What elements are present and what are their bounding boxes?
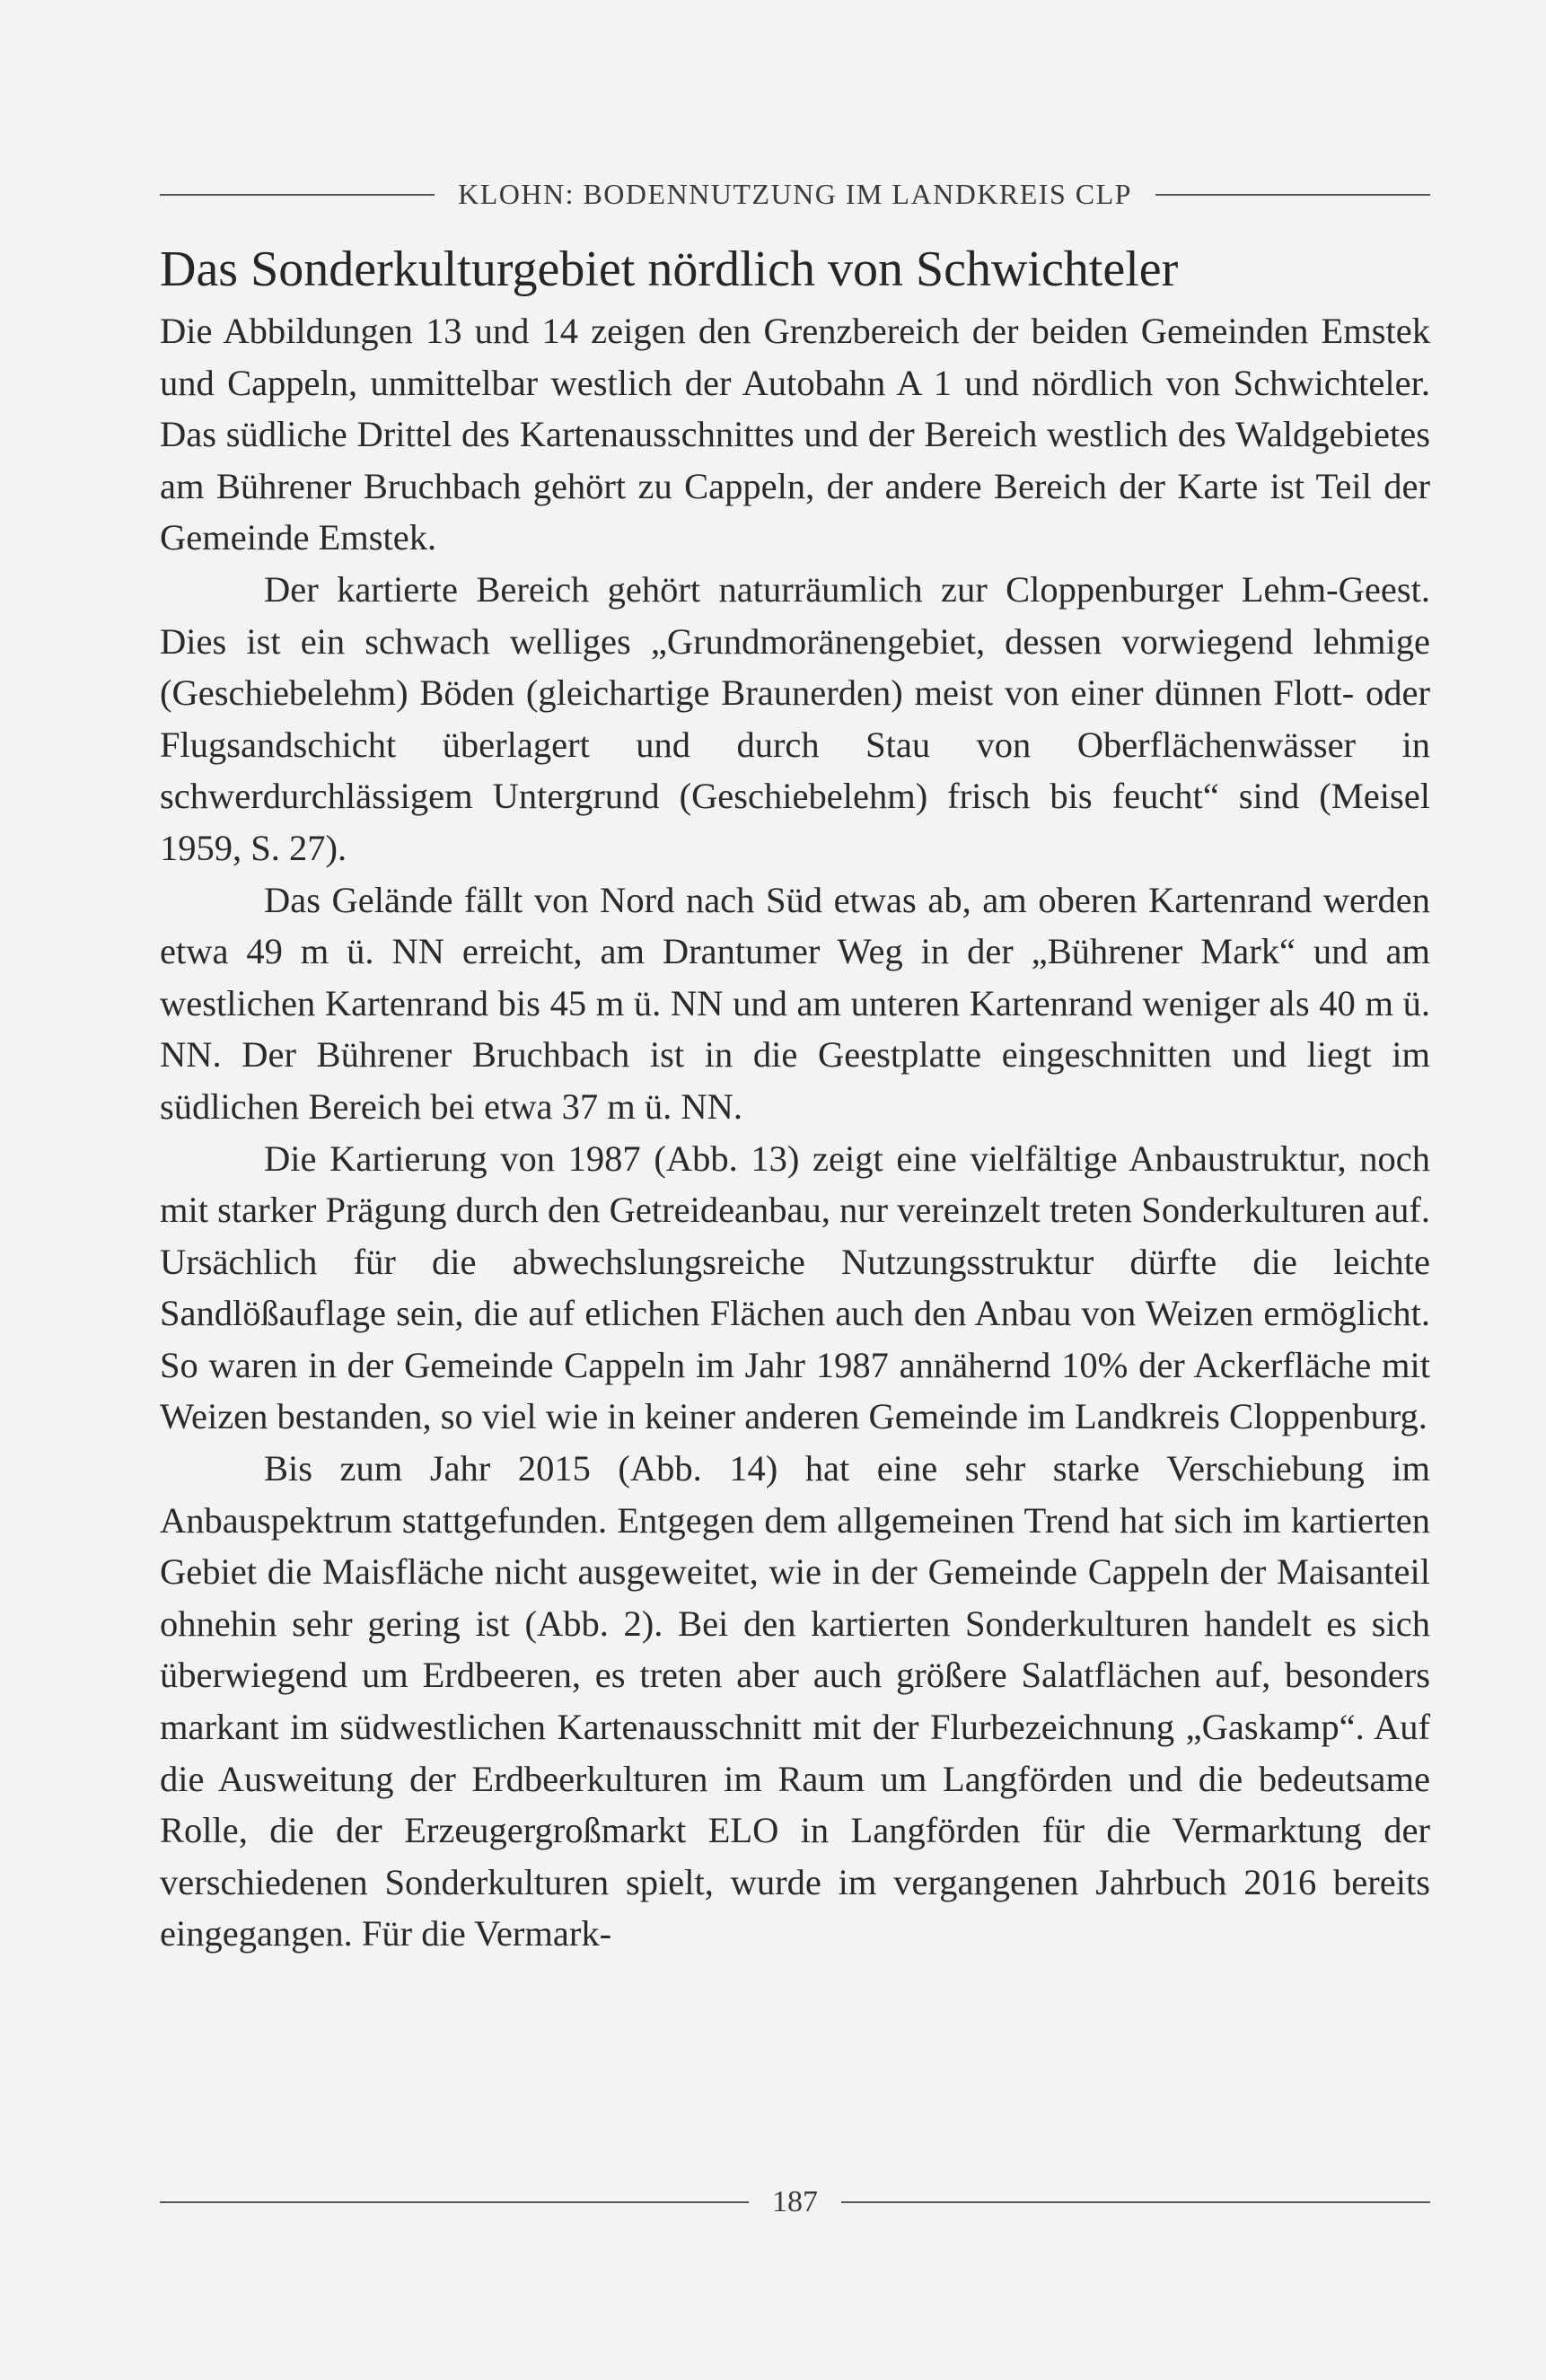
section-title: Das Sonderkulturgebiet nördlich von Schwichteler xyxy=(160,242,1179,297)
footer-rule-right xyxy=(841,2201,1430,2203)
paragraph: Bis zum Jahr 2015 (Abb. 14) hat eine sehr starke Verschiebung im Anbauspektrum stattgefunden. Entgegen dem allgemeinen Trend hat sich im kartierten Gebiet die Maisfläche nicht ausgeweitet, wie in der Gemeinde Cappeln der Maisanteil ohnehin sehr gering ist (Abb. 2). Bei den kartierten Sonderkulturen handelt es sich überwiegend um Erdbeeren, es treten aber auch größere Salatflächen auf, besonders markant im südwestlichen Kartenausschnitt mit der Flurbezeichnung „Gaskamp“. Auf die Ausweitung der Erdbeerkulturen im Raum um Langförden und die bedeutsame Rolle, die der Erzeugergroßmarkt ELO in Langförden für die Vermarktung der verschiedenen Sonderkulturen spielt, wurde im vergangenen Jahrbuch 2016 bereits eingegangen. Für die Vermark- xyxy=(160,1448,1430,1954)
page-footer xyxy=(160,2185,1430,2219)
paragraph: Die Abbildungen 13 und 14 zeigen den Grenzbereich der beiden Gemeinden Emstek und Cappeln, unmittelbar westlich der Autobahn A 1 und nördlich von Schwichteler. Das südliche Drittel des Kartenausschnittes und der Bereich westlich des Waldgebietes am Bührener Bruchbach gehört zu Cappeln, der andere Bereich der Karte ist Teil der Gemeinde Emstek. xyxy=(160,311,1430,558)
page-number: 187 xyxy=(772,2185,818,2218)
header-rule-left xyxy=(160,194,435,196)
paragraph: Der kartierte Bereich gehört naturräumlich zur Cloppenburger Lehm-Geest. Dies ist ein schwach welliges „Grundmoränengebiet, dessen vorwiegend lehmige (Geschiebelehm) Böden (gleichartige Braunerden) meist von einer dünnen Flott- oder Flugsandschicht überlagert und durch Stau von Oberflächenwässer in schwerdurchlässigem Untergrund (Geschiebelehm) frisch bis feucht“ sind (Meisel 1959, S. 27). xyxy=(160,568,1430,868)
book-page xyxy=(160,0,1430,2380)
paragraph: Das Gelände fällt von Nord nach Süd etwas ab, am oberen Kartenrand werden etwa 49 m ü. NN erreicht, am Drantumer Weg in der „Bührener Mark“ und am westlichen Kartenrand bis 45 m ü. NN und am unteren Kartenrand weniger als 40 m ü. NN. Der Bührener Bruchbach ist in die Geestplatte eingeschnitten und liegt im südlichen Bereich bei etwa 37 m ü. NN. xyxy=(160,879,1430,1127)
paragraph: Die Kartierung von 1987 (Abb. 13) zeigt eine vielfältige Anbaustruktur, noch mit starker Prägung durch den Getreideanbau, nur vereinzelt treten Sonderkulturen auf. Ursächlich für die abwechslungsreiche Nutzungsstruktur dürfte die leichte Sandlößauflage sein, die auf etlichen Flächen auch den Anbau von Weizen ermöglicht. So waren in der Gemeinde Cappeln im Jahr 1987 annähernd 10% der Ackerfläche mit Weizen bestanden, so viel wie in keiner anderen Gemeinde im Landkreis Cloppenburg. xyxy=(160,1137,1430,1437)
body-text xyxy=(160,305,1430,1960)
running-title: KLOHN: BODENNUTZUNG IM LANDKREIS CLP xyxy=(458,178,1132,210)
running-header xyxy=(160,178,1430,211)
header-rule-right xyxy=(1155,194,1430,196)
footer-rule-left xyxy=(160,2201,749,2203)
